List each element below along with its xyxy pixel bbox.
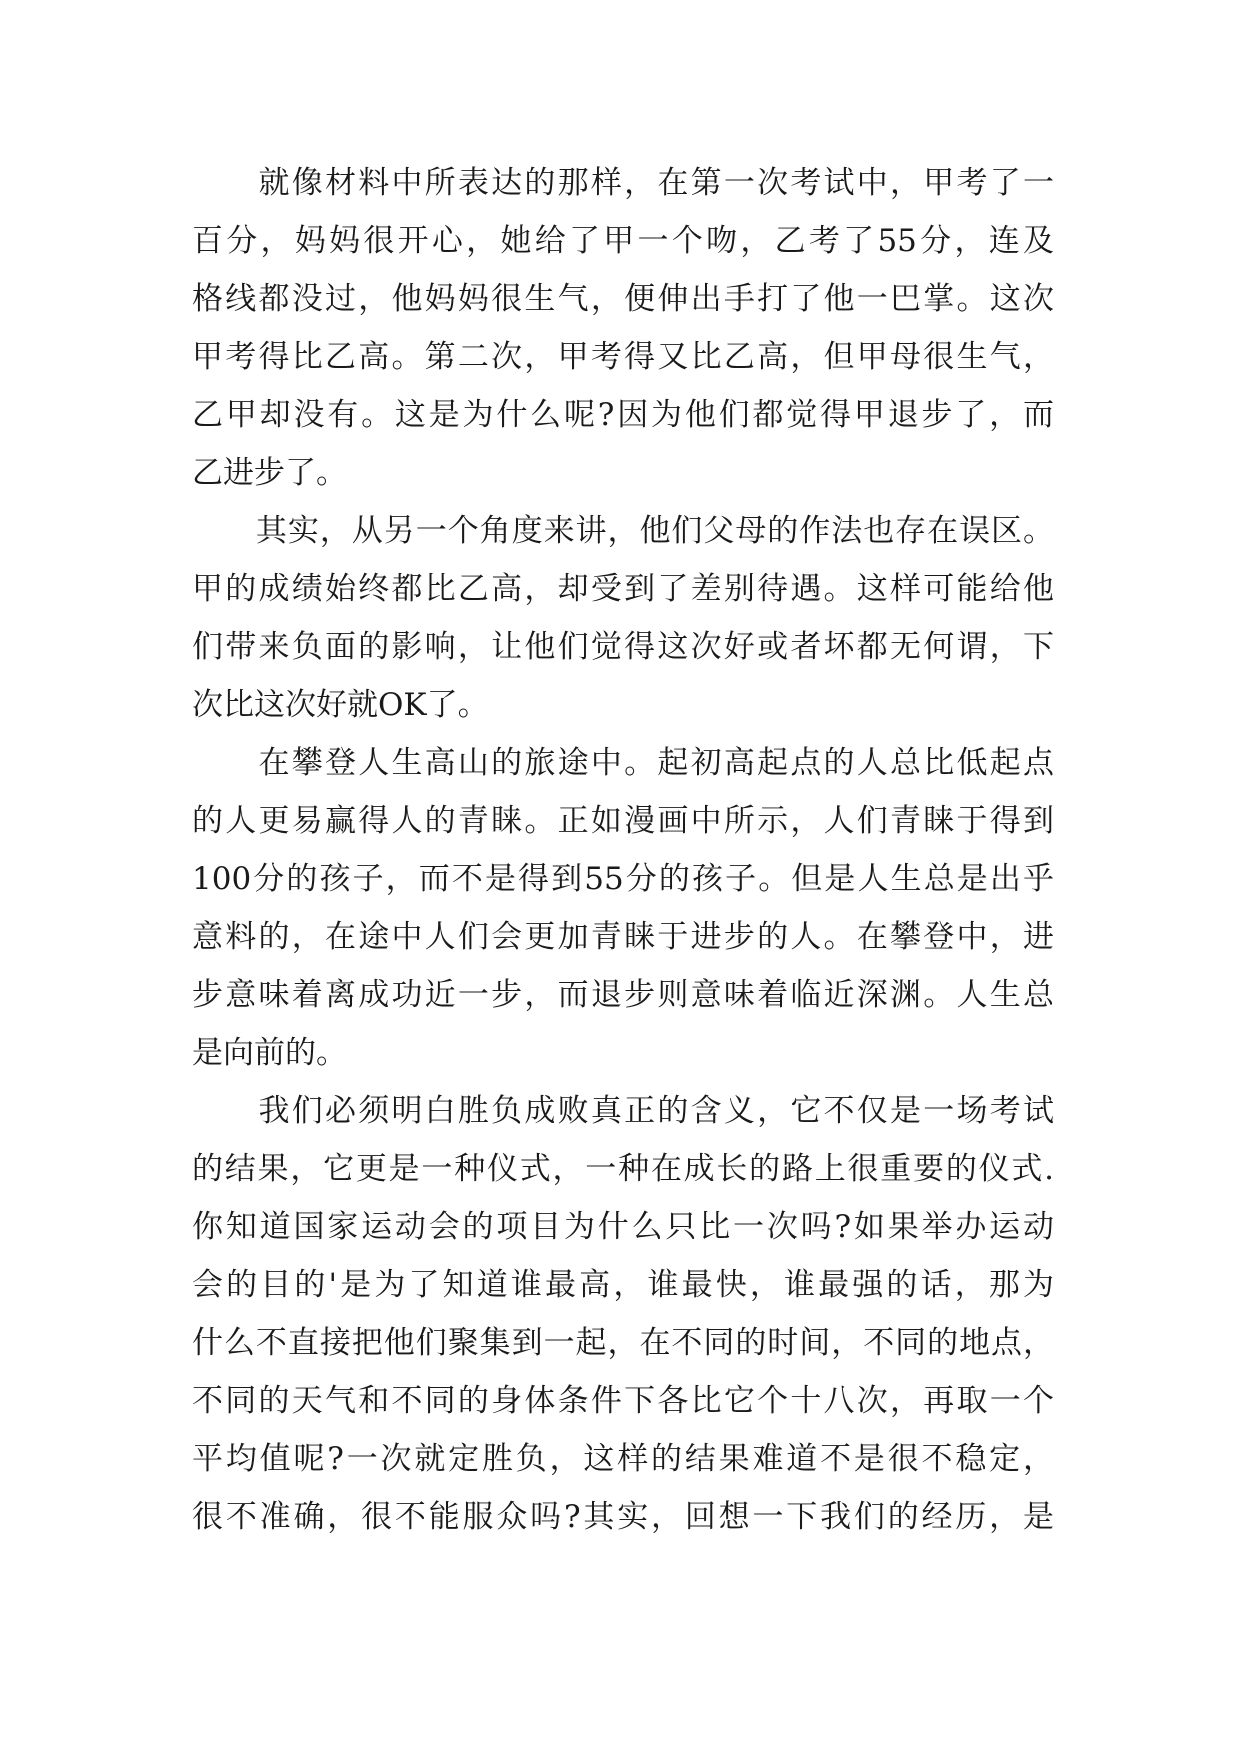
text-line: 不同的天气和不同的身体条件下各比它个十八次，再取一个	[192, 1383, 1054, 1419]
text-line: 平均值呢?一次就定胜负，这样的结果难道不是很不稳定，	[192, 1441, 1054, 1477]
text-line: 我们必须明白胜负成败真正的含义，它不仅是一场考试	[192, 1093, 1054, 1129]
text-line: 百分，妈妈很开心，她给了甲一个吻，乙考了55分，连及	[192, 223, 1054, 259]
paragraph-4	[192, 1082, 1054, 1546]
text-line: 就像材料中所表达的那样，在第一次考试中，甲考了一	[192, 165, 1054, 201]
body-text	[192, 154, 1054, 1546]
text-line: 甲的成绩始终都比乙高，却受到了差别待遇。这样可能给他	[192, 571, 1054, 607]
text-line: 你知道国家运动会的项目为什么只比一次吗?如果举办运动	[192, 1209, 1054, 1245]
text-line: 格线都没过，他妈妈很生气，便伸出手打了他一巴掌。这次	[192, 281, 1054, 317]
text-line: 是向前的。	[192, 1035, 347, 1071]
text-line: 很不准确，很不能服众吗?其实，回想一下我们的经历，是	[192, 1499, 1054, 1535]
paragraph-3	[192, 734, 1054, 1082]
text-line: 100分的孩子，而不是得到55分的孩子。但是人生总是出乎	[192, 861, 1054, 897]
text-line: 什么不直接把他们聚集到一起，在不同的时间，不同的地点，	[192, 1325, 1054, 1361]
text-line: 意料的，在途中人们会更加青睐于进步的人。在攀登中，进	[192, 919, 1054, 955]
paragraph-1	[192, 154, 1054, 502]
text-line: 其实，从另一个角度来讲，他们父母的作法也存在误区。	[192, 513, 1054, 549]
text-line: 乙进步了。	[192, 455, 347, 491]
text-line: 们带来负面的影响，让他们觉得这次好或者坏都无何谓，下	[192, 629, 1054, 665]
text-line: 甲考得比乙高。第二次，甲考得又比乙高，但甲母很生气，	[192, 339, 1054, 375]
text-line: 步意味着离成功近一步，而退步则意味着临近深渊。人生总	[192, 977, 1054, 1013]
text-line: 的结果，它更是一种仪式，一种在成长的路上很重要的仪式.	[192, 1151, 1054, 1187]
paragraph-2	[192, 502, 1054, 734]
text-line: 次比这次好就OK了。	[192, 687, 489, 723]
text-line: 的人更易赢得人的青睐。正如漫画中所示，人们青睐于得到	[192, 803, 1054, 839]
text-line: 在攀登人生高山的旅途中。起初高起点的人总比低起点	[192, 745, 1054, 781]
text-line: 会的目的'是为了知道谁最高，谁最快，谁最强的话，那为	[192, 1267, 1054, 1303]
text-line: 乙甲却没有。这是为什么呢?因为他们都觉得甲退步了，而	[192, 397, 1054, 433]
